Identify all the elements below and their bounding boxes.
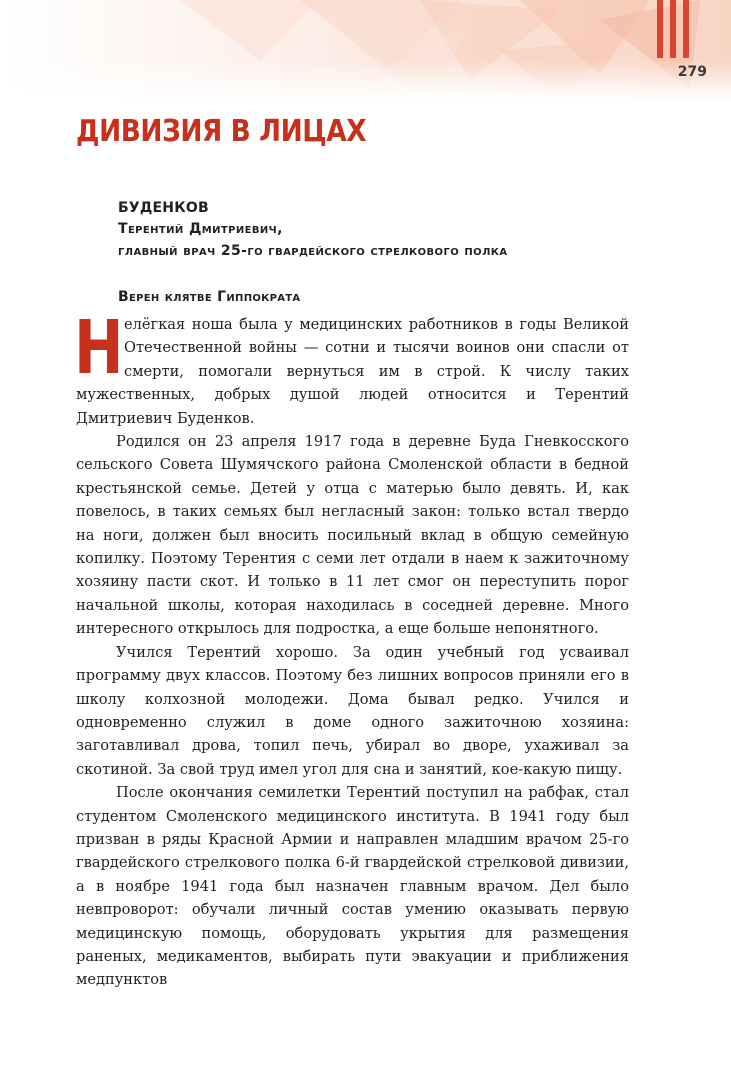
article-body [74, 305, 629, 992]
decorative-stripe [670, 0, 676, 58]
page-number: 279 [677, 64, 707, 80]
person-position: главный врач 25-го гвардейского стрелкового полка [118, 243, 508, 259]
paragraph: Родился он 23 апреля 1917 года в деревне Буда Гневкосского сельского Совета Шумячского района Смоленской области в бедной крестьянской семье. Детей у отца с матерью было девять. И, как повелось, в таких семьях был негласный закон: только встал твердо на ноги, должен был вносить посильный вклад в общую семейную копилку. Поэтому Терентия с семи лет отдали в наем к зажиточному хозяину пасти скот. И только в 11 лет смог он переступить порог начальной школы, которая находилась в соседней деревне. Много интересного открылось для подростка, а еще больше непонятного. [76, 433, 629, 638]
decorative-header-background [0, 0, 731, 100]
paragraph-text: елёгкая ноша была у медицинских работников в годы Великой Отечественной войны — сотни и тысячи воинов они спасли от смерти, помогали вернуться им в строй. К числу таких мужественных, добрых душой людей относится и Терентий Дмитриевич Буденков. [76, 316, 629, 427]
paragraph: Учился Терентий хорошо. За один учебный год усваивал программу двух классов. Поэтому без лишних вопросов приняли его в школу колхозной молодежи. Дома бывал редко. Учился и одновременно служил в доме одного зажиточною хозяина: заготавливал дрова, топил печь, убирал во дворе, ухаживал за скотиной. За свой труд имел угол для сна и занятий, кое-какую пищу. [76, 643, 629, 778]
section-title: ДИВИЗИЯ В ЛИЦАХ [76, 114, 367, 149]
person-full-name: Терентий Дмитриевич, [118, 221, 283, 237]
person-surname: БУДЕНКОВ [118, 200, 209, 216]
decorative-stripe [683, 0, 689, 58]
drop-cap: Н [74, 305, 124, 391]
decorative-stripe [657, 0, 663, 58]
paragraph: После окончания семилетки Терентий поступил на рабфак, стал студентом Смоленского медицинского института. В 1941 году был призван в ряды Красной Армии и направлен младшим врачом 25-го гвардейского стрелкового полка 6-й гвардейской стрелковой дивизии, а в ноябре 1941 года был назначен главным врачом. Дел было невпроворот: обучали личный состав умению оказывать первую медицинскую помощь, оборудовать укрытия для размещения раненых, медикаментов, выбирать пути эвакуации и приближения медпунктов [76, 784, 629, 989]
person-header [118, 198, 678, 262]
paragraph [74, 305, 629, 430]
article-subheading: Верен клятве Гиппократа [118, 289, 301, 305]
